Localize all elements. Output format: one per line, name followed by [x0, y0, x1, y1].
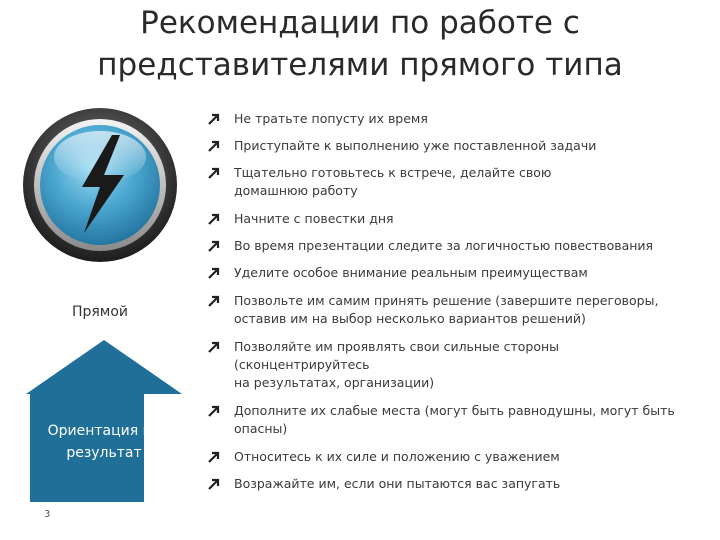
list-item-text: Не тратьте попусту их время [234, 111, 428, 126]
result-label-line-1: Ориентация на [47, 423, 161, 439]
diagonal-arrow-icon [208, 210, 234, 228]
diagonal-arrow-icon [208, 110, 234, 128]
list-item [208, 164, 708, 200]
list-item [208, 448, 708, 466]
diagonal-arrow-icon [208, 448, 234, 466]
list-item-text: Уделите особое внимание реальным преимуществам [234, 265, 588, 280]
list-item-text: Позвольте им самим принять решение (завершите переговоры, оставив им на выбор несколько вариантов решений) [234, 293, 659, 326]
list-item [208, 402, 708, 438]
list-item [208, 475, 708, 493]
list-item-text: Тщательно готовьтесь к встрече, делайте свою домашнюю работу [234, 165, 552, 198]
list-item [208, 338, 708, 392]
diagonal-arrow-icon [208, 292, 234, 310]
page-number: 3 [44, 509, 51, 520]
list-item [208, 137, 708, 155]
list-item [208, 237, 708, 255]
diagonal-arrow-icon [208, 338, 234, 356]
list-item [208, 292, 708, 328]
list-item [208, 110, 708, 128]
diagonal-arrow-icon [208, 237, 234, 255]
diagonal-arrow-icon [208, 475, 234, 493]
diagonal-arrow-icon [208, 164, 234, 182]
list-item-text: Возражайте им, если они пытаются вас запугать [234, 476, 561, 491]
diagonal-arrow-icon [208, 264, 234, 282]
type-label: Прямой [71, 304, 129, 320]
list-item [208, 264, 708, 282]
lightning-bolt-icon [20, 105, 180, 265]
diagonal-arrow-icon [208, 137, 234, 155]
list-item-text: Во время презентации следите за логичностью повествования [234, 238, 654, 253]
result-label-line-2: результат [66, 445, 142, 461]
list-item-text: Дополните их слабые места (могут быть равнодушны, могут быть опасны) [234, 403, 675, 436]
slide-title-line-1: Рекомендации по работе с [140, 5, 580, 41]
result-orientation-label [30, 420, 178, 464]
list-item-text: Позволяйте им проявлять свои сильные стороны (сконцентрируйтесь на результатах, организации) [234, 339, 560, 390]
list-item-text: Относитесь к их силе и положению с уважением [234, 449, 560, 464]
list-item [208, 210, 708, 228]
list-item-text: Начните с повестки дня [234, 211, 394, 226]
list-item-text: Приступайте к выполнению уже поставленной задачи [234, 138, 597, 153]
slide-title-line-2: представителями прямого типа [97, 47, 623, 83]
slide-title [0, 2, 720, 86]
diagonal-arrow-icon [208, 402, 234, 420]
